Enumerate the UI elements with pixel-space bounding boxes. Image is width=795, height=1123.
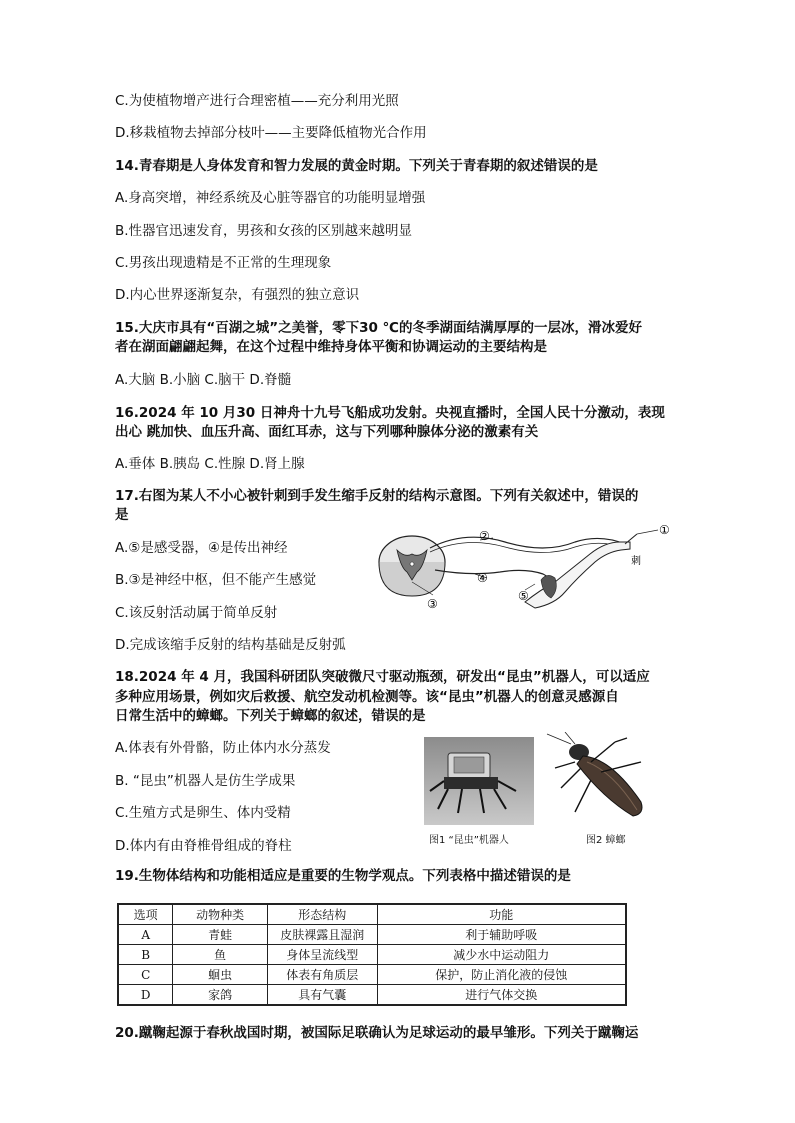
table-cell: C [118,965,173,985]
table-cell: 减少水中运动阻力 [377,945,626,965]
table-cell: 具有气囊 [267,985,377,1006]
q17-option-b: B.③是神经中枢，但不能产生感觉 [115,572,317,588]
q18-stem-line2: 多种应用场景，例如灾后救援、航空发动机检测等。该“昆虫”机器人的创意灵感源自 [115,689,619,705]
table-cell: 鱼 [173,945,268,965]
table-cell: 皮肤裸露且湿润 [267,925,377,945]
insect-robot-photo [424,737,534,825]
header-function: 功能 [377,904,626,925]
q15-stem-line1: 15.大庆市具有“百湖之城”之美誉，零下30 ℃的冬季湖面结满厚厚的一层冰，滑冰爱好 [115,320,642,336]
q13-option-c: C.为使植物增产进行合理密植——充分利用光照 [115,93,399,109]
figure2-caption: 图2 蟑螂 [586,835,626,846]
q14-stem: 14.青春期是人身体发育和智力发展的黄金时期。下列关于青春期的叙述错误的是 [115,158,598,174]
q14-option-a: A.身高突增，神经系统及心脏等器官的功能明显增强 [115,190,426,206]
q15-stem-line2: 者在湖面翩翩起舞，在这个过程中维持身体平衡和协调运动的主要结构是 [115,339,547,355]
q14-option-c: C.男孩出现遗精是不正常的生理现象 [115,255,332,271]
q20-stem: 20.蹴鞠起源于春秋战国时期，被国际足联确认为足球运动的最早雏形。下列关于蹴鞠运 [115,1025,639,1041]
q16-stem-line1: 16.2024 年 10 月30 日神舟十九号飞船成功发射。央视直播时，全国人民十分激动，表现 [115,405,665,421]
q16-options: A.垂体 B.胰岛 C.性腺 D.肾上腺 [115,456,305,472]
label-3: ③ [427,597,438,610]
cockroach-illustration [541,732,661,824]
table-row [118,965,626,985]
figure1-caption: 图1 “昆虫”机器人 [429,835,509,846]
table-cell: 进行气体交换 [377,985,626,1006]
table-cell: B [118,945,173,965]
table-cell: 保护，防止消化液的侵蚀 [377,965,626,985]
table-cell: A [118,925,173,945]
q19-table [117,903,627,1006]
table-row [118,945,626,965]
q14-option-d: D.内心世界逐渐复杂，有强烈的独立意识 [115,287,360,303]
q17-option-c: C.该反射活动属于简单反射 [115,605,278,621]
label-prick: 刺 [631,556,641,567]
table-cell: 蛔虫 [173,965,268,985]
table-cell: D [118,985,173,1006]
table-cell: 家鸽 [173,985,268,1006]
q15-options: A.大脑 B.小脑 C.脑干 D.脊髓 [115,372,292,388]
table-header-row [118,904,626,925]
q18-option-d: D.体内有由脊椎骨组成的脊柱 [115,838,292,854]
q14-option-b: B.性器官迅速发育，男孩和女孩的区别越来越明显 [115,223,413,239]
q18-stem-line3: 日常生活中的蟑螂。下列关于蟑螂的叙述，错误的是 [115,708,426,724]
q18-option-b: B. “昆虫”机器人是仿生学成果 [115,773,296,789]
label-5: ⑤ [518,589,529,603]
table-cell: 身体呈流线型 [267,945,377,965]
header-animal: 动物种类 [173,904,268,925]
table-cell: 利于辅助呼吸 [377,925,626,945]
label-2: ② [479,529,490,543]
table-cell: 体表有角质层 [267,965,377,985]
label-4: ④ [477,571,488,585]
q18-stem-line1: 18.2024 年 4 月，我国科研团队突破微尺寸驱动瓶颈，研发出“昆虫”机器人，可以适应 [115,669,650,685]
reflex-arc-diagram [375,520,670,610]
label-1: ① [659,523,670,537]
q17-stem-line1: 17.右图为某人不小心被针刺到手发生缩手反射的结构示意图。下列有关叙述中，错误的 [115,488,639,504]
q17-option-d: D.完成该缩手反射的结构基础是反射弧 [115,637,346,653]
q18-option-c: C.生殖方式是卵生、体内受精 [115,805,291,821]
table-row [118,985,626,1006]
q13-option-d: D.移栽植物去掉部分枝叶——主要降低植物光合作用 [115,125,427,141]
header-structure: 形态结构 [267,904,377,925]
q17-option-a: A.⑤是感受器，④是传出神经 [115,540,288,556]
q16-stem-line2: 出心 跳加快、血压升高、面红耳赤，这与下列哪种腺体分泌的激素有关 [115,424,539,440]
table-row [118,925,626,945]
q18-option-a: A.体表有外骨骼，防止体内水分蒸发 [115,740,331,756]
q19-stem: 19.生物体结构和功能相适应是重要的生物学观点。下列表格中描述错误的是 [115,868,571,884]
table-cell: 青蛙 [173,925,268,945]
q17-stem-line2: 是 [115,507,129,523]
header-option: 选项 [118,904,173,925]
